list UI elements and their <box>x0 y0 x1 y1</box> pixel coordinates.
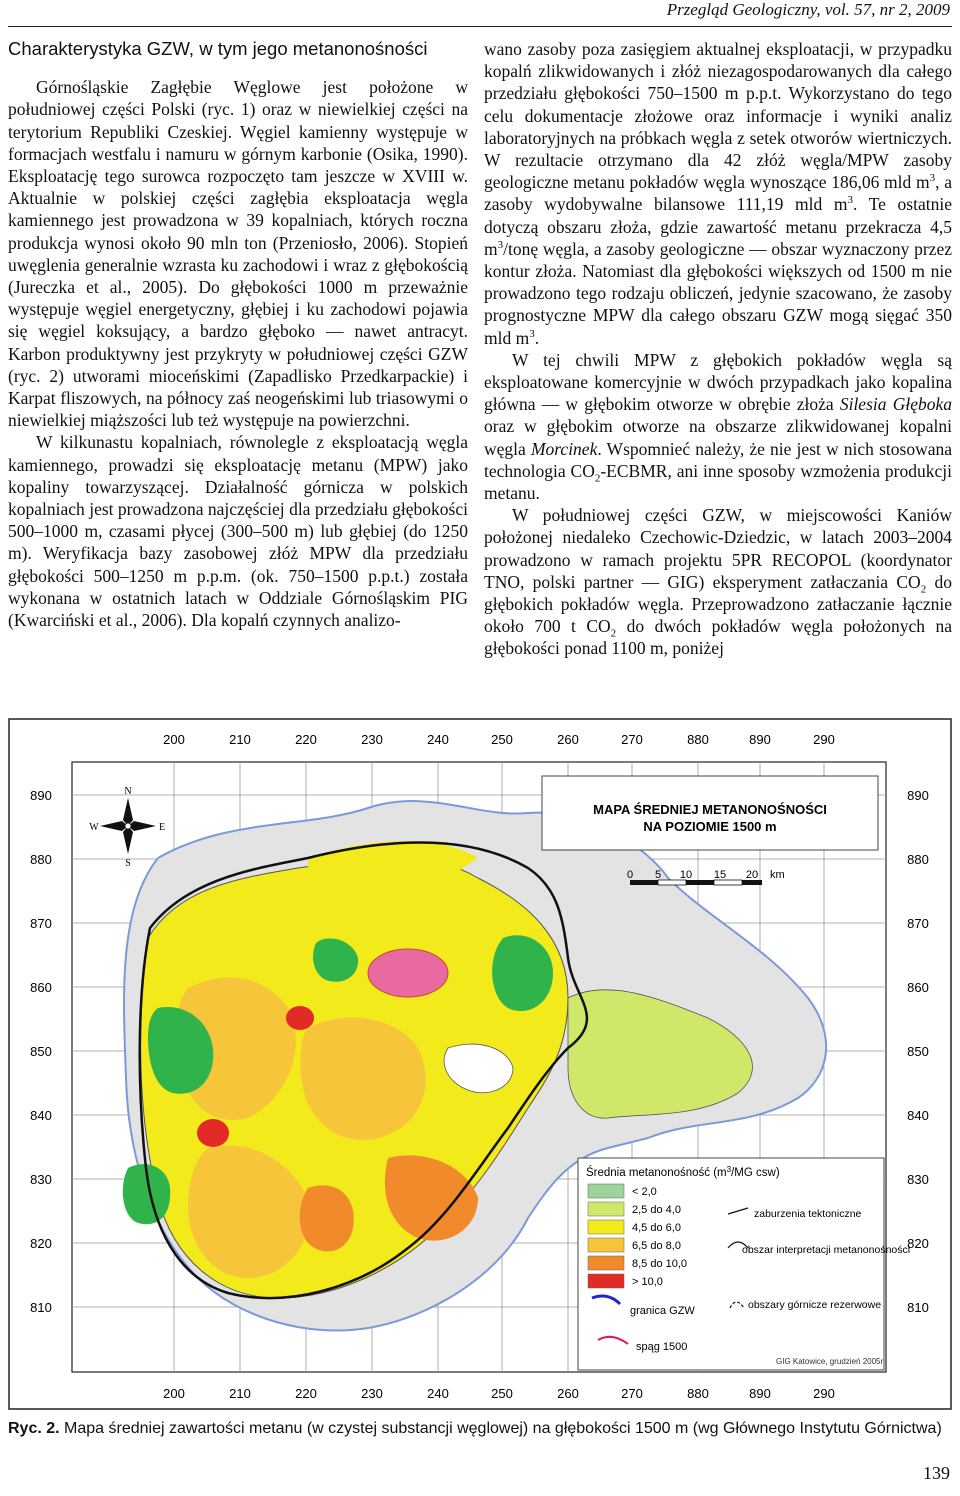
y-tick-label: 870 <box>907 916 929 931</box>
right-paragraph-1 <box>484 38 952 349</box>
compass-w: W <box>89 822 99 833</box>
scale-label: 20 <box>745 869 759 881</box>
text-run: W tej chwili MPW z głębokich pokładów węgla są eksploatowane komercyjnie w dwóch przypadkach jako kopalina główna — w głębokim otworze w obrębie złoża <box>484 349 952 415</box>
text-run: . Wspomnieć należy, że nie jest w nich stosowana technologia CO <box>484 438 952 481</box>
right-paragraph-3 <box>484 504 952 659</box>
subscript: 2 <box>610 627 617 640</box>
x-tick-label: 260 <box>557 1386 579 1401</box>
legend-reserve: obszary górnicze rezerwowe <box>748 1299 882 1311</box>
page-number: 139 <box>923 1463 950 1483</box>
caption-text: Mapa średniej zawartości metanu (w czystej substancji węglowej) na głębokości 1500 m (wg Głównego Instytutu Górnictwa) <box>59 1420 942 1437</box>
caption-label: Ryc. 2. <box>8 1420 60 1437</box>
running-head: Przegląd Geologiczny, vol. 57, nr 2, 2009 <box>666 0 950 19</box>
italic-term: Morcinek <box>530 438 598 459</box>
text-run: /tonę węgla, a zasoby geologiczne — obszar wyznaczony przez kontur złoża. Natomiast dla głębokości większych od 1500 m nie prowadzono tego rodzaju obliczeń, jedynie szacowano, że zasoby prognostyczne MPW dla całego obszaru GZW mogą sięgać 350 mld m <box>484 238 952 348</box>
region-above-10-south <box>197 1119 229 1147</box>
x-tick-label: 290 <box>813 1386 835 1401</box>
x-tick-label: 200 <box>163 1386 185 1401</box>
subscript: 2 <box>920 583 927 596</box>
legend-floor: spąg 1500 <box>636 1341 688 1353</box>
y-tick-label: 830 <box>907 1172 929 1187</box>
x-tick-label: 260 <box>557 732 579 747</box>
figure-caption <box>8 1420 952 1438</box>
y-tick-label: 890 <box>30 788 52 803</box>
y-tick-label: 850 <box>907 1044 929 1059</box>
region-8-5-to-10-south <box>300 1185 354 1251</box>
left-paragraph-1: Górnośląskie Zagłębie Węglowe jest położone w południowej części Polski (ryc. 1) oraz w niewielkiej części na terytorium Republiki Czeskiej. Węgiel kamienny występuje w formacjach westfalu i namuru w górnym karbonie (Osika, 1990). Eksploatację tego surowca rozpoczęto tam jeszcze w XVIII w. Aktualnie w polskiej części zagłębia eksploatacja węgla kamiennego jest prowadzona w 39 kopalniach, których roczna produkcja wynosi około 90 mln ton (Przeniosło, 2006). Stopień uwęglenia generalnie wzrasta ku zachodowi i wraz z głębokością (Jureczka et al., 2005). Do głębokości 1000 m przeważnie występuje węgiel energetyczny, głębiej i ku zachodowi pojawia się węgiel koksujący, a bardzo głęboko — nawet antracyt. Karbon produktywny jest przykryty w południowej części GZW (ryc. 2) utworami mioceńskimi (Zapadlisko Przedkarpackie) i Karpat fliszowych, na północy zaś neogeńskimi lub triasowymi o niewielkiej miąższości lub też występuje na powierzchni. <box>8 77 468 431</box>
scale-unit: km <box>770 869 785 881</box>
superscript: 3 <box>847 194 854 207</box>
left-column <box>8 38 468 631</box>
text-run: . Te ostatnie dotyczą obszaru złoża, gdzie zawartość metanu przekracza 4,5 m <box>484 194 952 259</box>
x-tick-label: 200 <box>163 732 185 747</box>
legend-label: 4,5 do 6,0 <box>632 1222 681 1234</box>
y-tick-label: 860 <box>30 980 52 995</box>
x-tick-label: 250 <box>491 732 513 747</box>
region-above-10-west <box>286 1006 314 1030</box>
y-tick-label: 830 <box>30 1172 52 1187</box>
text-run: -ECBMR, ani inne sposoby wzmożenia produkcji metanu. <box>484 460 952 504</box>
scale-label: 15 <box>713 869 727 881</box>
text-run: do dwóch pokładów węgla położonych na głębokości ponad 1100 m, poniżej <box>484 616 952 659</box>
x-tick-label: 240 <box>427 732 449 747</box>
compass-s: S <box>125 858 131 869</box>
x-tick-label: 270 <box>621 1386 643 1401</box>
legend-label: < 2,0 <box>632 1186 657 1198</box>
x-tick-label: 880 <box>687 1386 709 1401</box>
right-column <box>484 38 952 660</box>
x-tick-label: 240 <box>427 1386 449 1401</box>
figure-methane-map <box>8 718 952 1410</box>
subscript: 2 <box>594 472 601 485</box>
legend-title: Średnia metanonośność ($m^3/MG$ csw) <box>586 1164 780 1179</box>
y-tick-label: 850 <box>30 1044 52 1059</box>
section-title: Charakterystyka GZW, w tym jego metanonośności <box>8 38 428 59</box>
y-tick-label: 860 <box>907 980 929 995</box>
scale-label: 0 <box>626 869 634 881</box>
y-tick-label: 870 <box>30 916 52 931</box>
y-tick-label: 840 <box>907 1108 929 1123</box>
x-tick-label: 890 <box>749 732 771 747</box>
legend-tectonic: zaburzenia tektoniczne <box>754 1208 862 1220</box>
x-tick-label: 290 <box>813 732 835 747</box>
y-tick-label: 820 <box>30 1236 52 1251</box>
superscript: 3 <box>529 327 535 340</box>
text-run: . <box>534 327 540 348</box>
text-run: wano zasoby poza zasięgiem aktualnej eksploatacji, w przypadku kopalń zlikwidowanych i złóż niezagospodarowanych dla całego przedziału głębokości 750–1500 m p.p.t. Wykorzystano do tego celu dokumentacje złożowe oraz informacje i wyniki analiz laboratoryjnych na próbkach węgla z setek otworów wiertniczych. W rezultacie otrzymano dla 42 złóż węgla/MPW zasoby geologiczne metanu pokładów węgla wynoszące 186,06 mld m <box>484 39 952 193</box>
y-tick-label: 820 <box>907 1236 929 1251</box>
y-tick-label: 810 <box>30 1300 52 1315</box>
region-above-10-central <box>368 949 448 997</box>
x-tick-label: 270 <box>621 732 643 747</box>
superscript: 3 <box>497 239 504 251</box>
x-tick-label: 220 <box>295 1386 317 1401</box>
scale-label: 10 <box>679 869 693 881</box>
header-rule <box>8 26 952 27</box>
map-title-line-2: NA POZIOMIE 1500 m <box>643 819 777 834</box>
text-run: , a zasoby wydobywalne bilansowe 111,19 mld m <box>484 172 952 215</box>
legend-interpretation: obszar interpretacji metanonośności <box>742 1244 911 1256</box>
legend-boundary: granica GZW <box>630 1305 695 1317</box>
legend-label: 8,5 do 10,0 <box>632 1258 688 1270</box>
map-title-line-1: MAPA ŚREDNIEJ METANONOŚNOŚCI <box>593 802 827 817</box>
x-tick-label: 210 <box>229 732 251 747</box>
y-tick-label: 890 <box>907 788 929 803</box>
superscript: 3 <box>929 172 936 185</box>
text-run: oraz w głębokim otworze na obszarze zlikwidowanej kopalni węgla <box>484 416 952 459</box>
y-tick-label: 880 <box>30 852 52 867</box>
legend-label: 2,5 do 4,0 <box>632 1204 681 1216</box>
x-tick-label: 230 <box>361 732 383 747</box>
y-tick-label: 840 <box>30 1108 52 1123</box>
x-tick-label: 250 <box>491 1386 513 1401</box>
scale-label: 5 <box>654 869 662 881</box>
text-run: W południowej części GZW, w miejscowości Kaniów położonej niedaleko Czechowic-Dziedzic, w latach 2003–2004 prowadzono w ramach projektu 5PR RECOPOL (koordynator TNO, polski partner — GIG) eksperyment zatłaczania CO <box>484 505 952 592</box>
x-tick-label: 220 <box>295 732 317 747</box>
text-run: do głębokich pokładów węgla. Przeprowadzono zatłaczanie łącznie około 700 t CO <box>484 571 952 637</box>
x-tick-label: 880 <box>687 732 709 747</box>
y-tick-label: 810 <box>907 1300 929 1315</box>
compass-n: N <box>124 786 132 797</box>
x-tick-label: 210 <box>229 1386 251 1401</box>
legend-label: > 10,0 <box>632 1276 663 1288</box>
right-paragraph-2 <box>484 349 952 504</box>
compass-e: E <box>158 822 166 833</box>
x-tick-label: 890 <box>749 1386 771 1401</box>
map-credit: GIG Katowice, grudzień 2005r. <box>776 1357 885 1366</box>
left-paragraph-2: W kilkunastu kopalniach, równolegle z eksploatacją węgla kamiennego, prowadzi się eksploatację metanu (MPW) jako kopaliny towarzyszącej. Działalność górnicza w polskich kopalniach jest prowadzona najczęściej dla przedziału głębokości 500–1000 m, czasami płycej (300–500 m) lub głębiej (do 1250 m). Weryfikacja bazy zasobowej złóż MPW dla przedziału głębokości 500–1250 m p.p.m. (ok. 750–1500 p.p.t.) została wykonana w ostatnich latach w Oddziale Górnośląskim PIG (Kwarciński et al., 2006). Dla kopalń czynnych analizo- <box>8 432 468 631</box>
x-tick-label: 230 <box>361 1386 383 1401</box>
italic-term: Silesia Głęboka <box>839 394 952 415</box>
y-tick-label: 880 <box>907 852 929 867</box>
legend-label: 6,5 do 8,0 <box>632 1240 681 1252</box>
